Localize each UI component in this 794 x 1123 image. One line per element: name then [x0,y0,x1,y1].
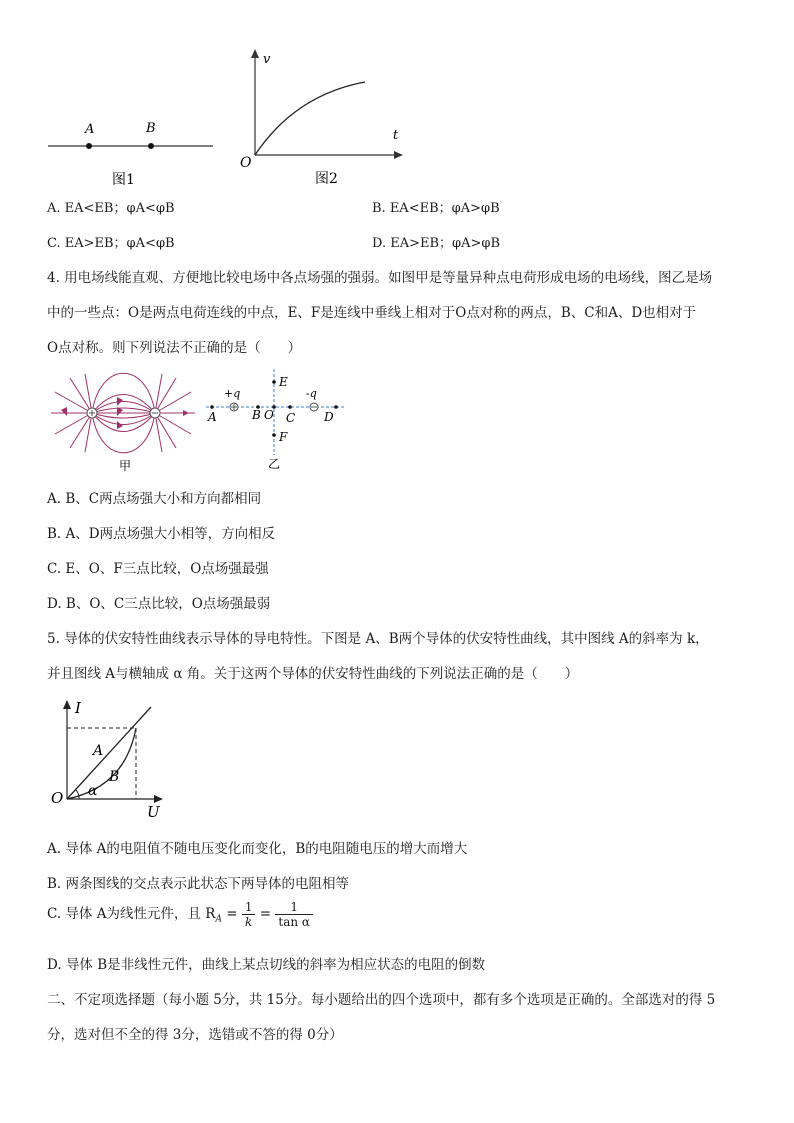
frac1-num: 1 [242,900,256,915]
q5-stem-line-1: 5. 导体的伏安特性曲线表示导体的导电特性。下图是 A、B两个导体的伏安特性曲线，其中图线 A的斜率为 k， [47,631,709,647]
label-e: E [279,375,288,389]
q5-option-c[interactable] [47,900,313,929]
q3-option-b[interactable]: B. EA<EB；φA>φB [372,201,500,216]
figure-yi-points [200,365,350,475]
field-lines [51,373,195,453]
q5-option-c-eq: = [221,906,242,922]
q4-option-b[interactable]: B. A、D两点场强大小相等，方向相反 [47,526,276,542]
fig1-point-b [148,143,154,149]
axis-i: I [75,699,81,717]
q5-option-c-eq2: = [259,906,276,922]
fig2-axis-t: t [393,128,399,143]
q4-option-a[interactable]: A. B、C两点场强大小和方向都相同 [47,491,262,507]
q5-option-b[interactable]: B. 两条图线的交点表示此状态下两导体的电阻相等 [47,876,350,892]
iu-origin: O [51,789,64,807]
figure-iu-curves [45,695,175,825]
fig2-arrow-right-icon [394,151,403,159]
figure-2 [235,45,410,190]
angle-label: α [88,783,98,799]
q5-option-d[interactable]: D. 导体 B是非线性元件，曲线上某点切线的斜率为相应状态的电阻的倒数 [47,957,486,973]
line-a [67,707,151,799]
fig2-arrow-up-icon [251,49,259,58]
q4-option-d[interactable]: D. B、O、C三点比较，O点场强最弱 [47,596,271,612]
q4-option-c[interactable]: C. E、O、F三点比较，O点场强最强 [47,561,269,577]
axis-u: U [147,803,160,821]
label-a: A [208,410,217,424]
fig1-caption: 图1 [112,172,135,188]
angle-arc [76,790,79,799]
fig2-vt-curve [255,82,365,155]
section2-heading-line-2: 分，选对但不全的得 3分，选错或不答的得 0分） [47,1027,343,1043]
label-c: C [286,411,296,425]
q5-option-c-prefix: C. 导体 A为线性元件，且 R [47,906,216,922]
curve-b-label: B [109,769,120,785]
fig1-point-a [86,143,92,149]
fig2-origin: O [240,155,252,171]
q5-option-a[interactable]: A. 导体 A的电阻值不随电压变化而变化，B的电阻随电压的增大而增大 [47,841,468,857]
frac2-num: 1 [275,900,313,915]
q3-option-a[interactable]: A. EA<EB；φA<φB [47,201,175,216]
label-b: B [252,408,261,422]
q4-stem-line-3: O点对称。则下列说法不正确的是（ ） [47,340,302,356]
section2-heading-line-1: 二、不定项选择题（每小题 5分，共 15分。每小题给出的四个选项中，都有多个选项是正确的。全部选对的得 5 [47,992,716,1008]
q3-option-d[interactable]: D. EA>EB；φA>φB [372,236,501,251]
fraction-1-over-k [242,900,256,929]
iu-arrow-right-icon [154,795,163,803]
label-d: D [324,410,334,424]
iu-arrow-up-icon [63,700,71,709]
frac2-den: tan α [278,915,311,929]
q3-option-c[interactable]: C. EA>EB；φA<φB [47,236,175,251]
fig1-label-a: A [85,122,95,137]
curve-a-label: A [93,743,104,759]
label-minus-q: -q [306,387,317,400]
fig2-axis-v: v [263,52,271,67]
fig1-label-b: B [146,121,156,136]
label-f: F [279,430,288,444]
figure-jia-field-lines [45,370,200,475]
q4-stem-line-2: 中的一些点：O是两点电荷连线的中点，E、F是连线中垂线上相对于O点对称的两点，B、C和A、D也相对于 [47,305,697,321]
label-plus-q: +q [224,387,241,400]
fraction-1-over-tan [275,900,313,929]
label-o: O [264,408,274,422]
frac1-den: k [245,915,253,929]
fig-yi-caption: 乙 [268,457,281,471]
fig-jia-caption: 甲 [119,459,132,473]
q5-option-c-sub: A [215,914,222,925]
q4-stem-line-1: 4. 用电场线能直观、方便地比较电场中各点场强的强弱。如图甲是等量异种点电荷形成电场的电场线，图乙是场 [47,270,713,286]
q5-stem-line-2: 并且图线 A与横轴成 α 角。关于这两个导体的伏安特性曲线的下列说法正确的是（ ） [47,666,579,682]
figure-1 [40,110,225,190]
fig2-caption: 图2 [315,171,338,187]
